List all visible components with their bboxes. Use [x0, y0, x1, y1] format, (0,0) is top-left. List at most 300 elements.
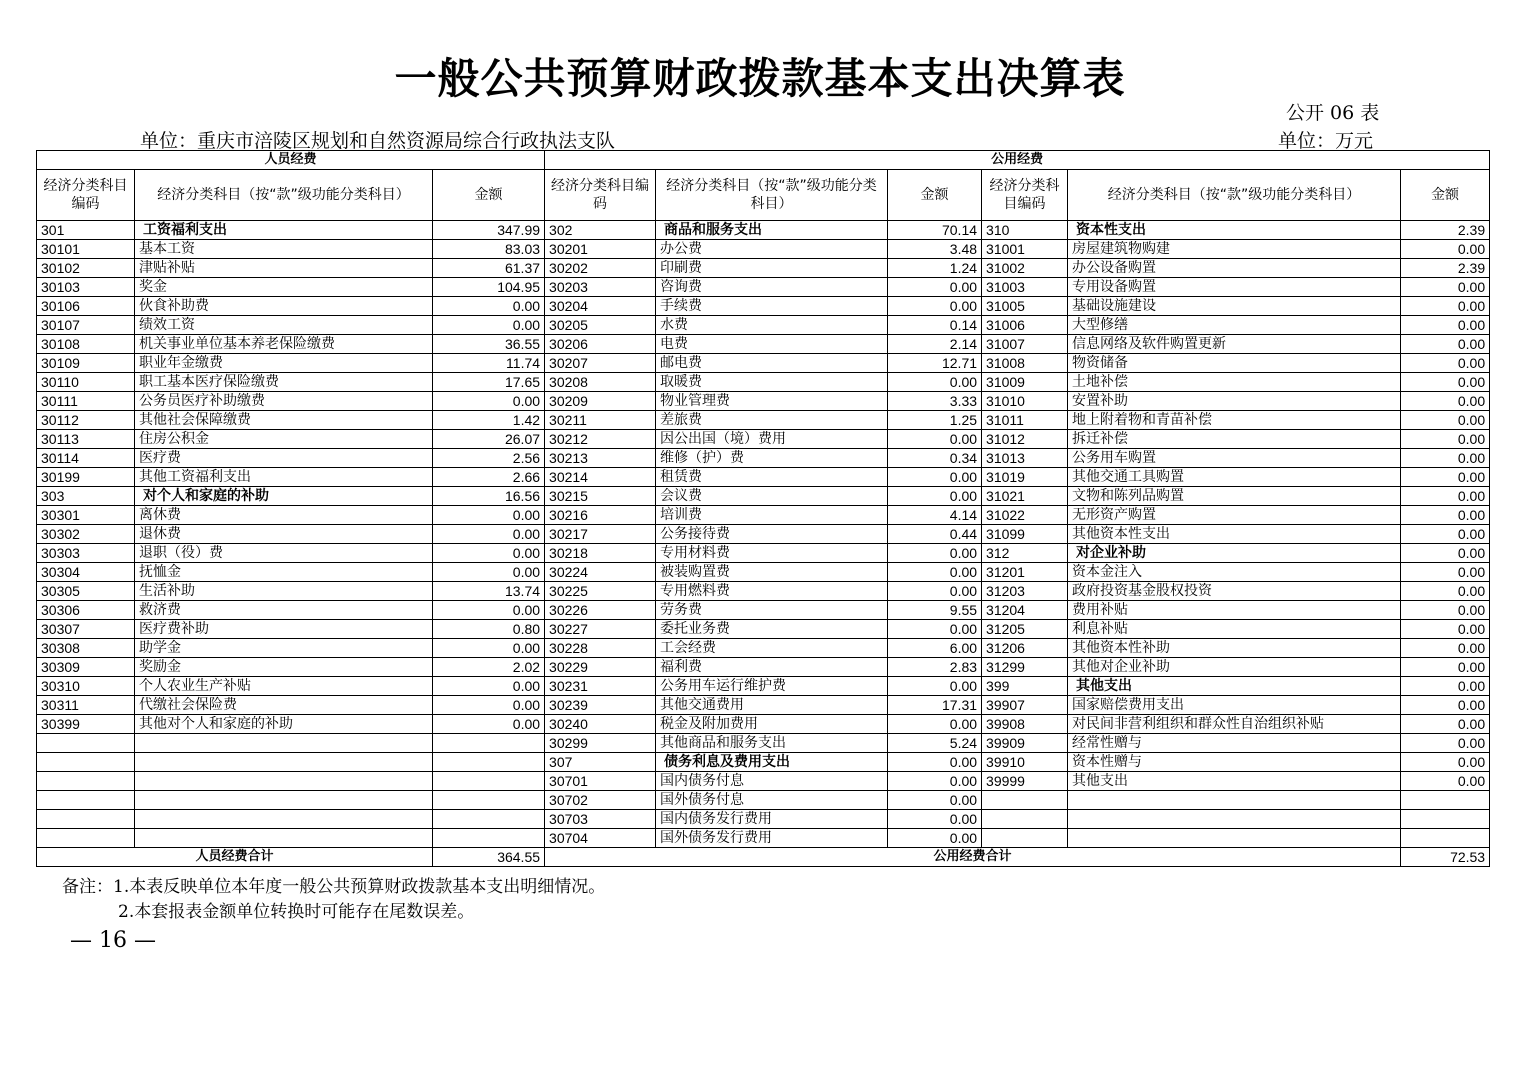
item-amount: 0.00: [1401, 582, 1490, 601]
table-row: [37, 601, 1490, 620]
header-code: 经济分类科目编码: [37, 170, 135, 221]
item-name: 维修（护）费: [656, 449, 888, 468]
item-amount: 26.07: [433, 430, 545, 449]
header-amount: 金额: [1401, 170, 1490, 221]
item-code: 30201: [545, 240, 656, 259]
item-amount: 2.14: [888, 335, 982, 354]
item-name: 福利费: [656, 658, 888, 677]
item-amount: 0.00: [1401, 658, 1490, 677]
item-amount: 0.00: [888, 810, 982, 829]
item-amount: 0.00: [433, 392, 545, 411]
item-code: 30702: [545, 791, 656, 810]
item-amount: 16.56: [433, 487, 545, 506]
item-name: 其他支出: [1068, 677, 1401, 696]
item-name: 住房公积金: [135, 430, 433, 449]
item-code: 30311: [37, 696, 135, 715]
item-name: 对个人和家庭的补助: [135, 487, 433, 506]
item-code: [37, 810, 135, 829]
item-code: 39910: [982, 753, 1068, 772]
item-amount: 0.00: [888, 677, 982, 696]
item-name: 国外债务发行费用: [656, 829, 888, 848]
item-code: 30107: [37, 316, 135, 335]
item-name: 公务员医疗补助缴费: [135, 392, 433, 411]
item-name: 房屋建筑物购建: [1068, 240, 1401, 259]
item-name: [135, 810, 433, 829]
item-name: 办公费: [656, 240, 888, 259]
item-amount: 0.00: [1401, 734, 1490, 753]
item-code: 30111: [37, 392, 135, 411]
item-amount: 0.00: [888, 829, 982, 848]
item-name: 个人农业生产补贴: [135, 677, 433, 696]
item-code: [982, 791, 1068, 810]
page-title: 一般公共预算财政拨款基本支出决算表: [394, 54, 1126, 103]
item-name: 债务利息及费用支出: [656, 753, 888, 772]
item-code: 30306: [37, 601, 135, 620]
header-amount: 金额: [433, 170, 545, 221]
item-name: 机关事业单位基本养老保险缴费: [135, 335, 433, 354]
item-name: 拆迁补偿: [1068, 430, 1401, 449]
item-amount: [1401, 829, 1490, 848]
item-code: 30216: [545, 506, 656, 525]
item-amount: 2.83: [888, 658, 982, 677]
item-name: 离休费: [135, 506, 433, 525]
item-code: 30102: [37, 259, 135, 278]
item-name: 专用燃料费: [656, 582, 888, 601]
item-amount: 0.00: [1401, 411, 1490, 430]
item-name: 其他社会保障缴费: [135, 411, 433, 430]
item-name: 绩效工资: [135, 316, 433, 335]
item-code: 30212: [545, 430, 656, 449]
item-name: 医疗费: [135, 449, 433, 468]
item-code: 30240: [545, 715, 656, 734]
public-total-label: 公用经费合计: [545, 848, 1401, 867]
item-code: 30299: [545, 734, 656, 753]
item-name: 救济费: [135, 601, 433, 620]
item-name: 助学金: [135, 639, 433, 658]
item-name: 基本工资: [135, 240, 433, 259]
item-code: 31007: [982, 335, 1068, 354]
item-name: 国家赔偿费用支出: [1068, 696, 1401, 715]
item-code: 399: [982, 677, 1068, 696]
item-amount: 9.55: [888, 601, 982, 620]
header-code: 经济分类科目编码: [545, 170, 656, 221]
item-code: 31003: [982, 278, 1068, 297]
item-name: 公务用车购置: [1068, 449, 1401, 468]
table-row: [37, 335, 1490, 354]
item-code: 30302: [37, 525, 135, 544]
item-name: 会议费: [656, 487, 888, 506]
personnel-total-label: 人员经费合计: [37, 848, 433, 867]
item-code: 30206: [545, 335, 656, 354]
item-code: [37, 734, 135, 753]
table-row: [37, 297, 1490, 316]
item-name: 办公设备购置: [1068, 259, 1401, 278]
item-code: 30108: [37, 335, 135, 354]
item-name: 地上附着物和青苗补偿: [1068, 411, 1401, 430]
item-name: 资本性赠与: [1068, 753, 1401, 772]
item-name: [135, 772, 433, 791]
item-code: 31206: [982, 639, 1068, 658]
table-row: [37, 544, 1490, 563]
item-code: 30208: [545, 373, 656, 392]
item-name: 代缴社会保险费: [135, 696, 433, 715]
expenditure-table: [36, 150, 1490, 867]
table-row: [37, 715, 1490, 734]
table-row: [37, 734, 1490, 753]
item-amount: 0.00: [433, 677, 545, 696]
item-amount: 0.00: [1401, 620, 1490, 639]
item-code: 30215: [545, 487, 656, 506]
item-code: 30109: [37, 354, 135, 373]
item-amount: 0.00: [1401, 601, 1490, 620]
item-code: 30110: [37, 373, 135, 392]
item-amount: 61.37: [433, 259, 545, 278]
item-code: [982, 810, 1068, 829]
item-name: 工会经费: [656, 639, 888, 658]
header-name: 经济分类科目（按“款”级功能分类科目）: [135, 170, 433, 221]
item-amount: [433, 791, 545, 810]
item-amount: 2.56: [433, 449, 545, 468]
item-name: 物资储备: [1068, 354, 1401, 373]
column-header-row: [37, 170, 1490, 221]
header-amount: 金额: [888, 170, 982, 221]
item-amount: 0.00: [1401, 240, 1490, 259]
item-name: 物业管理费: [656, 392, 888, 411]
item-code: [37, 753, 135, 772]
item-name: 退职（役）费: [135, 544, 433, 563]
item-name: 咨询费: [656, 278, 888, 297]
item-amount: 104.95: [433, 278, 545, 297]
item-code: 310: [982, 221, 1068, 240]
section-header-row: [37, 151, 1490, 170]
item-amount: 0.00: [433, 544, 545, 563]
item-amount: 0.00: [888, 620, 982, 639]
item-amount: 2.02: [433, 658, 545, 677]
item-amount: 0.00: [433, 696, 545, 715]
item-code: 31009: [982, 373, 1068, 392]
item-code: 30303: [37, 544, 135, 563]
table-row: [37, 639, 1490, 658]
item-name: [135, 791, 433, 810]
item-name: 职业年金缴费: [135, 354, 433, 373]
item-amount: 0.00: [1401, 316, 1490, 335]
item-amount: 0.00: [433, 316, 545, 335]
item-code: 30213: [545, 449, 656, 468]
section-public: 公用经费: [545, 151, 1490, 170]
item-amount: 0.00: [888, 430, 982, 449]
item-name: 租赁费: [656, 468, 888, 487]
item-code: 31006: [982, 316, 1068, 335]
item-name: 经常性赠与: [1068, 734, 1401, 753]
item-code: 30701: [545, 772, 656, 791]
item-amount: 2.66: [433, 468, 545, 487]
item-code: 30103: [37, 278, 135, 297]
item-name: 资本金注入: [1068, 563, 1401, 582]
item-name: 专用材料费: [656, 544, 888, 563]
item-amount: 0.00: [888, 715, 982, 734]
table-row: [37, 506, 1490, 525]
item-amount: 0.00: [888, 468, 982, 487]
item-amount: 83.03: [433, 240, 545, 259]
item-code: 30112: [37, 411, 135, 430]
item-name: 被装购置费: [656, 563, 888, 582]
item-amount: 0.00: [1401, 335, 1490, 354]
table-row: [37, 392, 1490, 411]
item-amount: 70.14: [888, 221, 982, 240]
item-amount: [433, 810, 545, 829]
item-name: 土地补偿: [1068, 373, 1401, 392]
item-code: 31205: [982, 620, 1068, 639]
item-name: 抚恤金: [135, 563, 433, 582]
item-amount: 0.00: [433, 639, 545, 658]
item-code: 31204: [982, 601, 1068, 620]
table-row: [37, 278, 1490, 297]
item-amount: 4.14: [888, 506, 982, 525]
item-code: 31203: [982, 582, 1068, 601]
item-code: 31012: [982, 430, 1068, 449]
item-code: 30310: [37, 677, 135, 696]
item-name: 工资福利支出: [135, 221, 433, 240]
item-name: 手续费: [656, 297, 888, 316]
item-name: 税金及附加费用: [656, 715, 888, 734]
item-code: 30114: [37, 449, 135, 468]
item-amount: 12.71: [888, 354, 982, 373]
item-code: 30227: [545, 620, 656, 639]
item-amount: 17.31: [888, 696, 982, 715]
item-code: 30703: [545, 810, 656, 829]
table-row: [37, 354, 1490, 373]
item-code: [37, 791, 135, 810]
item-code: 302: [545, 221, 656, 240]
table-row: [37, 658, 1490, 677]
item-code: 31002: [982, 259, 1068, 278]
table-row: [37, 563, 1490, 582]
item-name: 印刷费: [656, 259, 888, 278]
page-number: — 16 —: [70, 928, 156, 953]
item-name: 国内债务付息: [656, 772, 888, 791]
item-code: 303: [37, 487, 135, 506]
item-code: 30308: [37, 639, 135, 658]
table-row: [37, 449, 1490, 468]
table-row: [37, 620, 1490, 639]
item-name: 生活补助: [135, 582, 433, 601]
item-amount: 0.00: [1401, 677, 1490, 696]
item-name: 其他对个人和家庭的补助: [135, 715, 433, 734]
table-row: [37, 582, 1490, 601]
item-code: 30224: [545, 563, 656, 582]
item-amount: 2.39: [1401, 259, 1490, 278]
item-amount: 0.34: [888, 449, 982, 468]
item-name: 大型修缮: [1068, 316, 1401, 335]
item-amount: 0.14: [888, 316, 982, 335]
item-amount: 0.00: [888, 373, 982, 392]
item-code: 30101: [37, 240, 135, 259]
item-name: 其他商品和服务支出: [656, 734, 888, 753]
item-amount: 0.00: [1401, 487, 1490, 506]
item-code: 30304: [37, 563, 135, 582]
item-amount: [433, 753, 545, 772]
item-amount: [433, 829, 545, 848]
item-amount: 6.00: [888, 639, 982, 658]
item-amount: 0.00: [433, 506, 545, 525]
item-amount: 0.00: [1401, 373, 1490, 392]
item-amount: 0.00: [1401, 354, 1490, 373]
table-row: [37, 468, 1490, 487]
item-code: 30204: [545, 297, 656, 316]
item-name: 无形资产购置: [1068, 506, 1401, 525]
item-amount: 0.80: [433, 620, 545, 639]
item-code: 30218: [545, 544, 656, 563]
item-code: 30211: [545, 411, 656, 430]
item-amount: 0.00: [1401, 772, 1490, 791]
item-amount: 1.25: [888, 411, 982, 430]
item-code: 30113: [37, 430, 135, 449]
item-amount: 5.24: [888, 734, 982, 753]
item-name: 专用设备购置: [1068, 278, 1401, 297]
table-row: [37, 240, 1490, 259]
public-total-value: 72.53: [1401, 848, 1490, 867]
item-amount: 0.00: [433, 601, 545, 620]
item-name: 邮电费: [656, 354, 888, 373]
item-name: 其他支出: [1068, 772, 1401, 791]
item-code: 30209: [545, 392, 656, 411]
item-code: 39908: [982, 715, 1068, 734]
item-amount: 36.55: [433, 335, 545, 354]
item-name: 取暖费: [656, 373, 888, 392]
item-amount: 0.00: [1401, 278, 1490, 297]
item-name: 国内债务发行费用: [656, 810, 888, 829]
item-name: 职工基本医疗保险缴费: [135, 373, 433, 392]
table-row: [37, 411, 1490, 430]
item-code: 30704: [545, 829, 656, 848]
table-row: [37, 772, 1490, 791]
item-code: 30106: [37, 297, 135, 316]
item-amount: 0.00: [888, 487, 982, 506]
item-amount: 0.00: [888, 544, 982, 563]
unit-currency: 单位：万元: [1278, 130, 1374, 152]
item-name: 因公出国（境）费用: [656, 430, 888, 449]
item-code: 30305: [37, 582, 135, 601]
item-code: 31008: [982, 354, 1068, 373]
item-code: 30307: [37, 620, 135, 639]
table-row: [37, 373, 1490, 392]
table-row: [37, 221, 1490, 240]
item-amount: 0.00: [888, 582, 982, 601]
item-amount: 0.00: [1401, 696, 1490, 715]
item-code: 31021: [982, 487, 1068, 506]
item-amount: 0.00: [888, 563, 982, 582]
table-row: [37, 525, 1490, 544]
header-code: 经济分类科目编码: [982, 170, 1068, 221]
item-code: 30207: [545, 354, 656, 373]
item-amount: 0.00: [433, 563, 545, 582]
item-code: [982, 829, 1068, 848]
item-amount: 0.00: [1401, 449, 1490, 468]
item-amount: 0.00: [1401, 297, 1490, 316]
item-code: 30214: [545, 468, 656, 487]
item-amount: 0.44: [888, 525, 982, 544]
item-code: 30309: [37, 658, 135, 677]
item-amount: 0.00: [1401, 430, 1490, 449]
item-amount: 3.33: [888, 392, 982, 411]
item-code: 39907: [982, 696, 1068, 715]
item-amount: [433, 772, 545, 791]
item-amount: 0.00: [888, 791, 982, 810]
item-code: 30228: [545, 639, 656, 658]
item-name: 利息补贴: [1068, 620, 1401, 639]
item-amount: 0.00: [1401, 525, 1490, 544]
item-code: 30205: [545, 316, 656, 335]
table-row: [37, 677, 1490, 696]
item-code: 30199: [37, 468, 135, 487]
item-code: 30239: [545, 696, 656, 715]
item-amount: 2.39: [1401, 221, 1490, 240]
header-name: 经济分类科目（按“款”级功能分类科目）: [656, 170, 888, 221]
item-code: 31010: [982, 392, 1068, 411]
item-name: [1068, 829, 1401, 848]
note-line-1: 备注：1.本表反映单位本年度一般公共预算财政拨款基本支出明细情况。: [62, 877, 606, 897]
item-amount: 0.00: [1401, 392, 1490, 411]
item-code: 307: [545, 753, 656, 772]
item-amount: 0.00: [1401, 506, 1490, 525]
item-code: 30203: [545, 278, 656, 297]
item-name: 其他交通工具购置: [1068, 468, 1401, 487]
item-name: 公务用车运行维护费: [656, 677, 888, 696]
item-code: 31022: [982, 506, 1068, 525]
table-row: [37, 696, 1490, 715]
unit-organization: 单位：重庆市涪陵区规划和自然资源局综合行政执法支队: [140, 130, 616, 152]
item-amount: 1.42: [433, 411, 545, 430]
section-personnel: 人员经费: [37, 151, 545, 170]
header-name: 经济分类科目（按“款”级功能分类科目）: [1068, 170, 1401, 221]
table-row: [37, 791, 1490, 810]
table-row: [37, 259, 1490, 278]
item-code: 31011: [982, 411, 1068, 430]
item-code: 30202: [545, 259, 656, 278]
table-row: [37, 487, 1490, 506]
note-line-2: 2.本套报表金额单位转换时可能存在尾数误差。: [118, 902, 475, 922]
item-name: 公务接待费: [656, 525, 888, 544]
item-name: [1068, 791, 1401, 810]
item-name: 政府投资基金股权投资: [1068, 582, 1401, 601]
item-code: [37, 772, 135, 791]
item-code: [37, 829, 135, 848]
item-name: 信息网络及软件购置更新: [1068, 335, 1401, 354]
item-name: 电费: [656, 335, 888, 354]
item-name: 商品和服务支出: [656, 221, 888, 240]
item-amount: 0.00: [1401, 753, 1490, 772]
item-name: 委托业务费: [656, 620, 888, 639]
item-name: 差旅费: [656, 411, 888, 430]
item-name: 奖金: [135, 278, 433, 297]
item-code: 39909: [982, 734, 1068, 753]
table-row: [37, 829, 1490, 848]
item-amount: 0.00: [888, 753, 982, 772]
item-name: 文物和陈列品购置: [1068, 487, 1401, 506]
item-name: 安置补助: [1068, 392, 1401, 411]
table-row: [37, 316, 1490, 335]
item-amount: [433, 734, 545, 753]
item-code: 31013: [982, 449, 1068, 468]
item-amount: 3.48: [888, 240, 982, 259]
item-amount: 0.00: [433, 525, 545, 544]
item-code: 31299: [982, 658, 1068, 677]
item-code: 31099: [982, 525, 1068, 544]
item-name: [135, 734, 433, 753]
item-amount: 0.00: [888, 278, 982, 297]
item-code: 312: [982, 544, 1068, 563]
item-name: 其他对企业补助: [1068, 658, 1401, 677]
